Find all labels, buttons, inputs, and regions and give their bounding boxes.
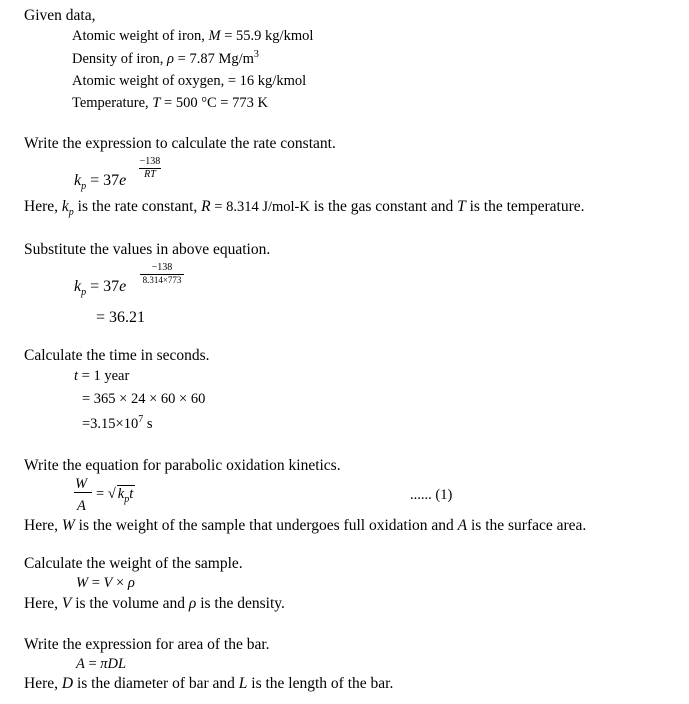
given-atomic-weight-iron: Atomic weight of iron, M = 55.9 kg/kmol [72,28,314,44]
weight-here: Here, V is the volume and ρ is the density. [24,595,285,612]
time-line2: = 365 × 24 × 60 × 60 [82,391,206,407]
weight-equation: W = V × ρ [76,575,135,591]
parabolic-equation-ref: ...... (1) [410,487,453,503]
time-line1: t = 1 year [74,368,130,384]
given-atomic-weight-oxygen: Atomic weight of oxygen, = 16 kg/kmol [72,73,307,89]
subst-equation: $k_p = 37e$ [74,278,127,299]
weight-intro: Calculate the weight of the sample. [24,555,243,572]
rate-exp-num: −138 [139,156,161,167]
area-here: Here, D is the diameter of bar and L is the length of the bar. [24,675,394,692]
given-heading: Given data, [24,7,96,24]
given-temperature: Temperature, T = 500 °C = 773 K [72,95,268,111]
subst-exp-num: −138 [151,262,173,273]
parabolic-intro: Write the equation for parabolic oxidation kinetics. [24,457,341,474]
area-equation: A = πDL [76,656,127,672]
time-intro: Calculate the time in seconds. [24,347,210,364]
rate-here: Here, $k_p$ is the rate constant, R = 8.314 J/mol-K is the gas constant and T is the temperature. [24,198,585,219]
parabolic-fraction-bar [74,492,92,493]
given-density-iron: Density of iron, ρ = 7.87 $Mg/m^3$ [72,49,259,67]
time-line3: $=3.15\times 10^7$ s [82,414,153,432]
parabolic-rhs: = √ $k_pt$ [96,486,134,505]
subst-intro: Substitute the values in above equation. [24,241,271,258]
area-intro: Write the expression for area of the bar. [24,636,270,653]
parabolic-here: Here, W is the weight of the sample that undergoes full oxidation and A is the surface area. [24,517,587,534]
subst-exp-den: 8.314×773 [142,275,182,285]
rate-intro: Write the expression to calculate the rate constant. [24,135,336,152]
subst-result: = 36.21 [96,309,146,326]
parabolic-numerator: W [75,476,88,492]
parabolic-denominator: A [77,498,86,514]
rate-equation: $k_p = 37e$ [74,172,127,193]
rate-exp-den: RT [144,169,156,180]
